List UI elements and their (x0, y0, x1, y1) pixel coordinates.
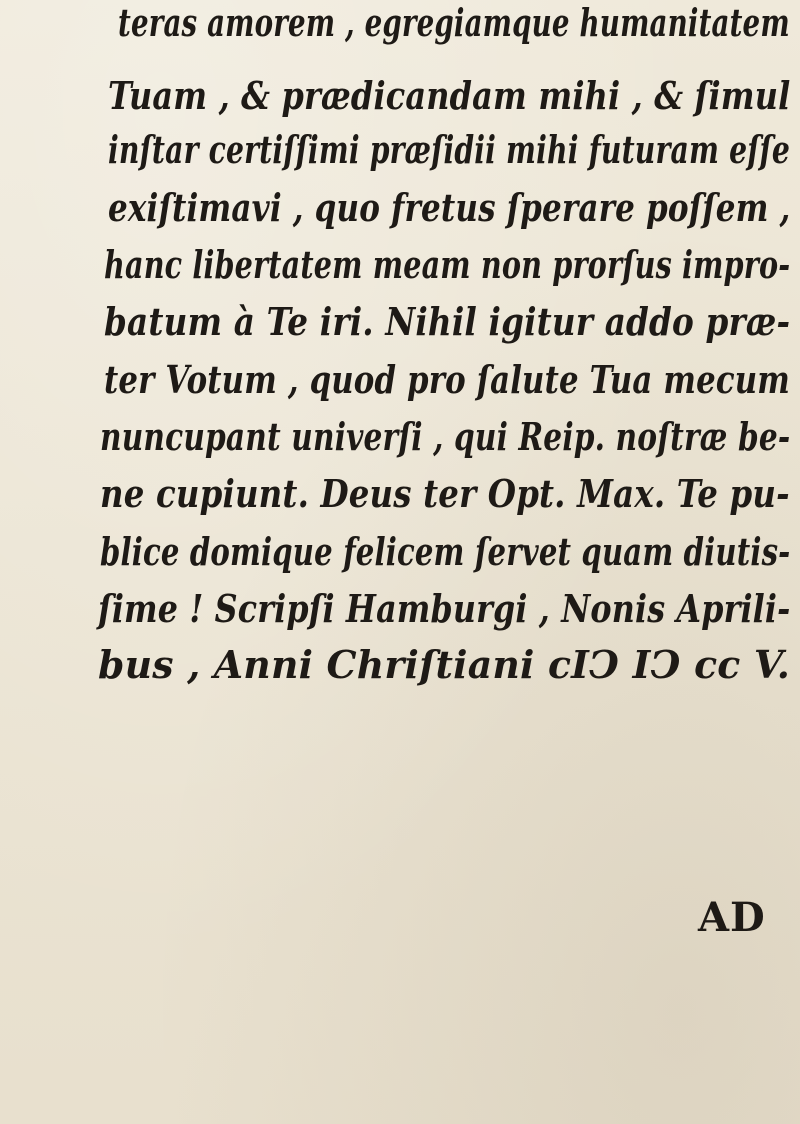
text-line-3: inſtar certiſſimi præſidii mihi futuram eſſe (108, 127, 790, 172)
text-line-10: blice domique felicem ſervet quam diutis- (100, 529, 791, 574)
text-line-6: batum à Te iri. Nihil igitur addo præ- (104, 299, 791, 344)
text-line-5: hanc libertatem meam non prorſus impro- (104, 242, 791, 287)
text-line-1: teras amorem , egregiamque humanitatem (118, 0, 790, 45)
catchword: AD (698, 894, 766, 941)
text-line-11: ſime ! Scripſi Hamburgi , Nonis Aprili- (98, 586, 791, 631)
text-line-2: Tuam , & prædicandam mihi , & ſimul (108, 73, 791, 118)
text-line-7: ter Votum , quod pro ſalute Tua mecum (104, 357, 791, 402)
text-line-12: bus , Anni Chriſtiani cIↃ IↃ cc V. (98, 642, 791, 687)
text-line-8: nuncupant univerſi , qui Reip. noſtræ be- (100, 414, 791, 459)
text-line-4: exiſtimavi , quo fretus ſperare poſſem , (108, 185, 791, 230)
text-line-9: ne cupiunt. Deus ter Opt. Max. Te pu- (100, 471, 790, 516)
